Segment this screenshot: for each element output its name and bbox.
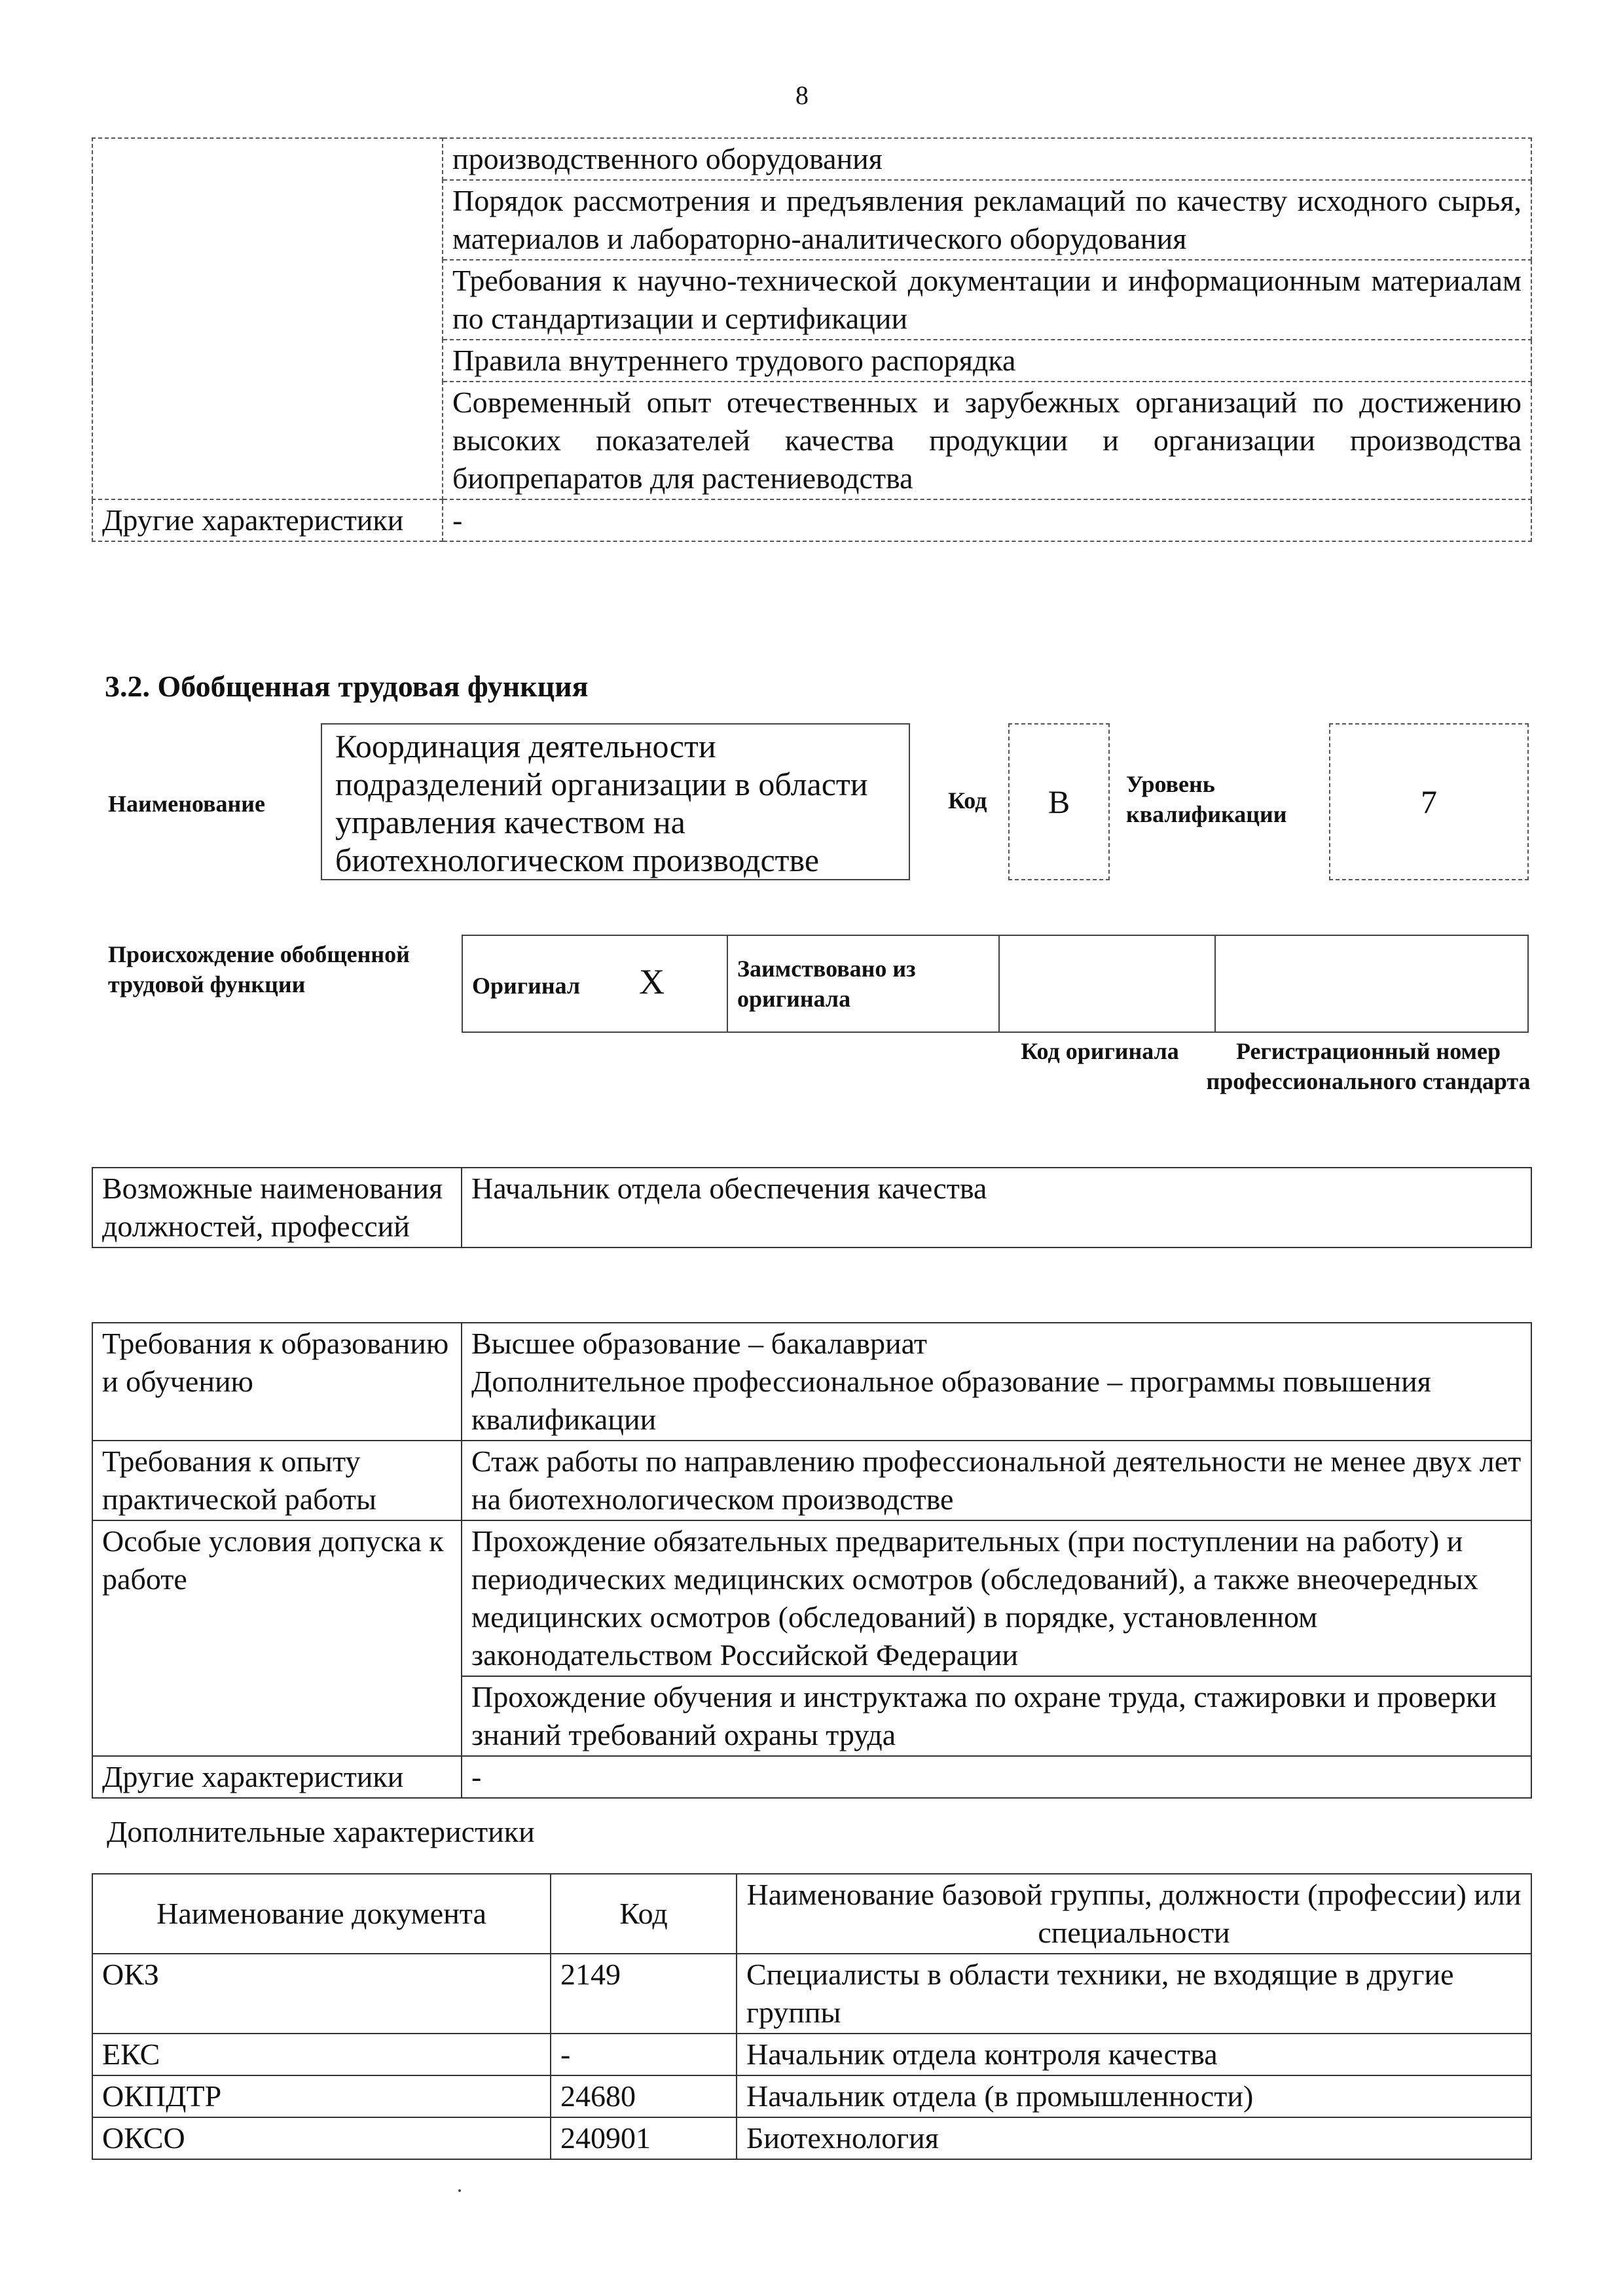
name-label: Наименование [108, 791, 265, 817]
additional-title: Дополнительные характеристики [107, 1815, 535, 1848]
table-row [92, 1954, 1531, 2034]
header-code: Код [551, 1874, 737, 1954]
cont-row-4: Правила внутреннего трудового распорядка [443, 340, 1531, 382]
level-label: Уровень квалификации [1126, 771, 1287, 827]
origin-label: Происхождение обобщенной трудовой функции [108, 941, 410, 997]
special-label: Особые условия допуска к работе [92, 1520, 462, 1756]
special-value-2: Прохождение обучения и инструктажа по охране труда, стажировки и проверки знаний требований охраны труда [462, 1676, 1531, 1756]
continuation-table [92, 137, 1532, 542]
row-name: Специалисты в области техники, не входящие в другие группы [737, 1954, 1531, 2034]
row-name: Биотехнология [737, 2117, 1531, 2159]
level-value-box: 7 [1329, 723, 1529, 880]
experience-value: Стаж работы по направлению профессиональной деятельности не менее двух лет на биотехнологическом производстве [462, 1441, 1531, 1520]
code-value-box: B [1008, 723, 1110, 880]
positions-value: Начальник отдела обеспечения качества [462, 1168, 1531, 1247]
other-label: Другие характеристики [92, 499, 443, 541]
cont-row-2: Порядок рассмотрения и предъявления рекламаций по качеству исходного сырья, материалов и лабораторно-аналитического оборудования [443, 180, 1531, 260]
code-original-cell [999, 935, 1215, 1032]
education-value-2: Дополнительное профессиональное образование – программы повышения квалификации [471, 1365, 1431, 1436]
requirements-table [92, 1322, 1532, 1799]
reg-number-cell [1215, 935, 1528, 1032]
row-code: 2149 [551, 1954, 737, 2034]
original-cell [462, 935, 727, 1032]
original-mark: X [639, 962, 665, 1001]
education-value-1: Высшее образование – бакалавриат [471, 1327, 927, 1360]
other-value: - [443, 499, 1531, 541]
education-value [462, 1323, 1531, 1441]
row-code: - [551, 2034, 737, 2075]
header-document: Наименование документа [92, 1874, 551, 1954]
positions-table [92, 1167, 1532, 1248]
row-name: Начальник отдела контроля качества [737, 2034, 1531, 2075]
experience-label: Требования к опыту практической работы [92, 1441, 462, 1520]
code-label: Код [948, 787, 987, 814]
cont-row-5: Современный опыт отечественных и зарубежных организаций по достижению высоких показателей качества продукции и организации производства биопрепаратов для растениеводства [443, 382, 1531, 499]
table-row [92, 2117, 1531, 2159]
cont-row-1: производственного оборудования [443, 138, 1531, 180]
table-row [92, 2034, 1531, 2075]
row-doc: ОКЗ [92, 1954, 551, 2034]
borrowed-label: Заимствовано из оригинала [727, 935, 999, 1032]
row-code: 24680 [551, 2075, 737, 2117]
header-group: Наименование базовой группы, должности (профессии) или специальности [737, 1874, 1531, 1954]
req-other-value: - [462, 1756, 1531, 1798]
caption-reg-number: Регистрационный номер профессионального стандарта [1206, 1038, 1531, 1094]
row-doc: ОКСО [92, 2117, 551, 2159]
req-other-label: Другие характеристики [92, 1756, 462, 1798]
original-label: Оригинал [472, 973, 581, 999]
additional-table [92, 1873, 1532, 2160]
special-value-1: Прохождение обязательных предварительных (при поступлении на работу) и периодических медицинских осмотров (обследований), а также внеочередных медицинских осмотров (обследований) в порядке, установленном законодательством Российской Федерации [462, 1520, 1531, 1676]
cont-row-3: Требования к научно-технической документации и информационным материалам по стандартизации и сертификации [443, 260, 1531, 340]
origin-table [462, 935, 1529, 1033]
section-title: 3.2. Обобщенная трудовая функция [105, 670, 589, 703]
empty-left-cell [92, 138, 443, 499]
row-code: 240901 [551, 2117, 737, 2159]
education-label: Требования к образованию и обучению [92, 1323, 462, 1441]
page-number: 8 [795, 81, 809, 110]
row-doc: ОКПДТР [92, 2075, 551, 2117]
scan-dot [458, 2189, 461, 2192]
table-row [92, 2075, 1531, 2117]
caption-code-original: Код оригинала [1021, 1038, 1179, 1064]
positions-label: Возможные наименования должностей, профессий [92, 1168, 462, 1247]
row-name: Начальник отдела (в промышленности) [737, 2075, 1531, 2117]
function-name-box: Координация деятельности подразделений организации в области управления качеством на биотехнологическом производстве [321, 723, 910, 880]
row-doc: ЕКС [92, 2034, 551, 2075]
